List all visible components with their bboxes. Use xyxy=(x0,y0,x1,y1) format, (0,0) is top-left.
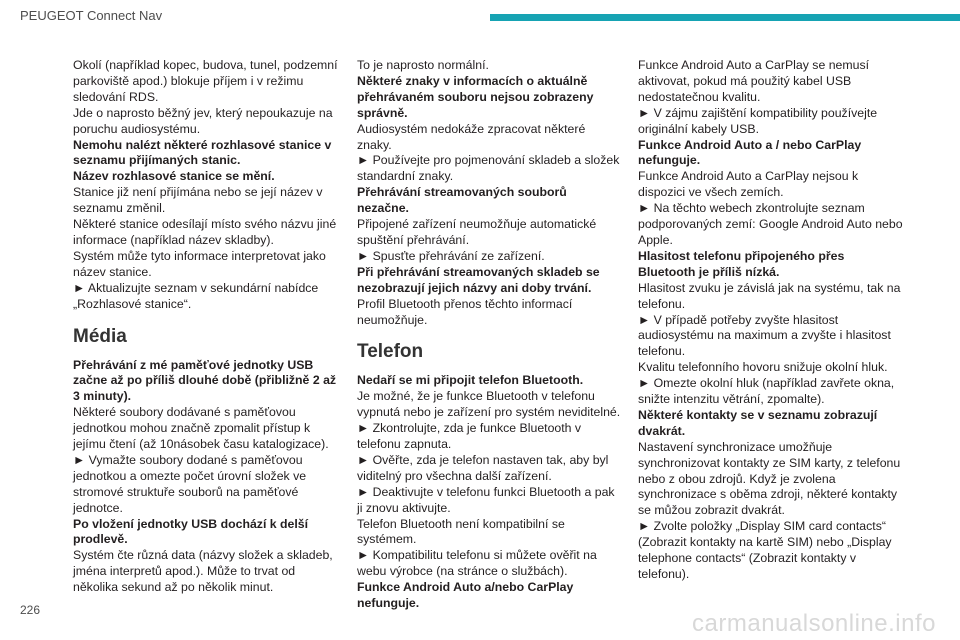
paragraph: Systém může tyto informace interpretovat jako název stanice. xyxy=(73,248,326,279)
paragraph: Nastavení synchronizace umožňuje synchronizovat kontakty ze SIM karty, z telefonu nebo z obou zdrojů. Když je zvolena synchronizace s oběma zdroji, některé kontakty se můžou zobrazit dvakrát. xyxy=(638,439,901,518)
paragraph: Kvalitu telefonního hovoru snižuje okolní hluk. xyxy=(638,360,888,375)
question-heading: Přehrávání streamovaných souborů nezačne. xyxy=(357,185,567,216)
paragraph: Systém čte různá data (názvy složek a skladeb, jména interpretů apod.). Může to trvat od několika sekund až po několik minut. xyxy=(73,548,333,595)
watermark: carmanualsonline.info xyxy=(692,610,936,637)
action-item: ► V zájmu zajištění kompatibility používejte originální kabely USB. xyxy=(638,105,878,136)
section-heading-phone: Telefon xyxy=(357,341,424,363)
column-2 xyxy=(357,58,622,612)
paragraph: Profil Bluetooth přenos těchto informací neumožňuje. xyxy=(357,296,573,327)
paragraph: Některé stanice odesílají místo svého názvu jiné informace (například název skladby). xyxy=(73,217,337,247)
question-heading: Při přehrávání streamovaných skladeb se nezobrazují jejich názvy ani doby trvání. xyxy=(357,264,600,295)
header-title: PEUGEOT Connect Nav xyxy=(20,8,163,23)
action-item: ► V případě potřeby zvyšte hlasitost audiosystému na maximum a zvyšte i hlasitost telefonu. xyxy=(638,312,891,359)
paragraph: Audiosystém nedokáže zpracovat některé znaky. xyxy=(357,121,586,152)
question-heading: Po vložení jednotky USB dochází k delší prodlevě. xyxy=(73,516,309,547)
paragraph: Okolí (například kopec, budova, tunel, podzemní parkoviště apod.) blokuje příjem i v režimu sledování RDS. xyxy=(73,58,338,104)
question-heading: Některé kontakty se v seznamu zobrazují dvakrát. xyxy=(638,407,878,438)
paragraph: Stanice již není přijímána nebo se její název v seznamu změnil. xyxy=(73,185,323,216)
paragraph: Telefon Bluetooth není kompatibilní se systémem. xyxy=(357,516,565,547)
question-heading: Nedaří se mi připojit telefon Bluetooth. xyxy=(357,373,584,388)
action-item: ► Používejte pro pojmenování skladeb a složek standardní znaky. xyxy=(357,153,620,184)
action-item: ► Spusťte přehrávání ze zařízení. xyxy=(357,248,545,263)
action-item: ► Kompatibilitu telefonu si můžete ověřit na webu výrobce (na stránce o službách). xyxy=(357,548,597,579)
page-number: 226 xyxy=(20,603,41,617)
action-item: ► Zkontrolujte, zda je funkce Bluetooth v telefonu zapnuta. xyxy=(357,421,582,452)
action-item: ► Ověřte, zda je telefon nastaven tak, aby byl viditelný pro všechna další zařízení. xyxy=(357,452,609,483)
action-item: ► Zvolte položky „Display SIM card contacts“ (Zobrazit kontakty na kartě SIM) nebo „Display telephone contacts“ (Zobrazit kontakty v telefonu). xyxy=(638,519,892,581)
paragraph: Je možné, že je funkce Bluetooth v telefonu vypnutá nebo je zařízení pro systém neviditelné. xyxy=(357,389,621,420)
paragraph: Hlasitost zvuku je závislá jak na systému, tak na telefonu. xyxy=(638,280,901,311)
action-item: ► Aktualizujte seznam v sekundární nabídce „Rozhlasové stanice“. xyxy=(73,280,319,311)
action-item: ► Na těchto webech zkontrolujte seznam podporovaných zemí: Google Android Auto nebo Apple. xyxy=(638,201,903,247)
paragraph: Připojené zařízení neumožňuje automatické spuštění přehrávání. xyxy=(357,217,597,247)
header-accent-bar xyxy=(490,14,960,21)
section-heading-media: Média xyxy=(73,325,127,347)
question-heading: Některé znaky v informacích o aktuálně přehrávaném souboru nejsou zobrazeny správně. xyxy=(357,73,594,120)
paragraph: Funkce Android Auto a CarPlay se nemusí aktivovat, pokud má použitý kabel USB nedostatečnou kvalitu. xyxy=(638,58,870,104)
action-item: ► Omezte okolní hluk (například zavřete okna, snižte intenzitu větrání, zpomalte). xyxy=(638,376,895,407)
question-heading: Funkce Android Auto a/nebo CarPlay nefunguje. xyxy=(357,580,574,611)
question-heading: Název rozhlasové stanice se mění. xyxy=(73,169,275,184)
paragraph: Funkce Android Auto a CarPlay nejsou k dispozici ve všech zemích. xyxy=(638,169,859,200)
question-heading: Přehrávání z mé paměťové jednotky USB začne až po příliš dlouhé době (přibližně 2 až 3 minuty). xyxy=(73,357,337,404)
paragraph: Jde o naprosto běžný jev, který nepoukazuje na poruchu audiosystému. xyxy=(73,105,333,136)
column-3 xyxy=(638,58,903,583)
paragraph: To je naprosto normální. xyxy=(357,58,489,72)
paragraph: Některé soubory dodávané s paměťovou jednotkou mohou značně zpomalit přístup k jejímu čtení (až 10násobek času katalogizace). xyxy=(73,405,329,452)
question-heading: Nemohu nalézt některé rozhlasové stanice v seznamu přijímaných stanic. xyxy=(73,137,332,168)
question-heading: Funkce Android Auto a / nebo CarPlay nefunguje. xyxy=(638,137,862,168)
action-item: ► Vymažte soubory dodané s paměťovou jednotkou a omezte počet úrovní složek ve stromové struktuře souborů na paměťové jednotce. xyxy=(73,452,307,515)
column-1 xyxy=(73,58,338,596)
question-heading: Hlasitost telefonu připojeného přes Bluetooth je příliš nízká. xyxy=(638,248,845,279)
action-item: ► Deaktivujte v telefonu funkci Bluetooth a pak ji znovu aktivujte. xyxy=(357,484,615,515)
